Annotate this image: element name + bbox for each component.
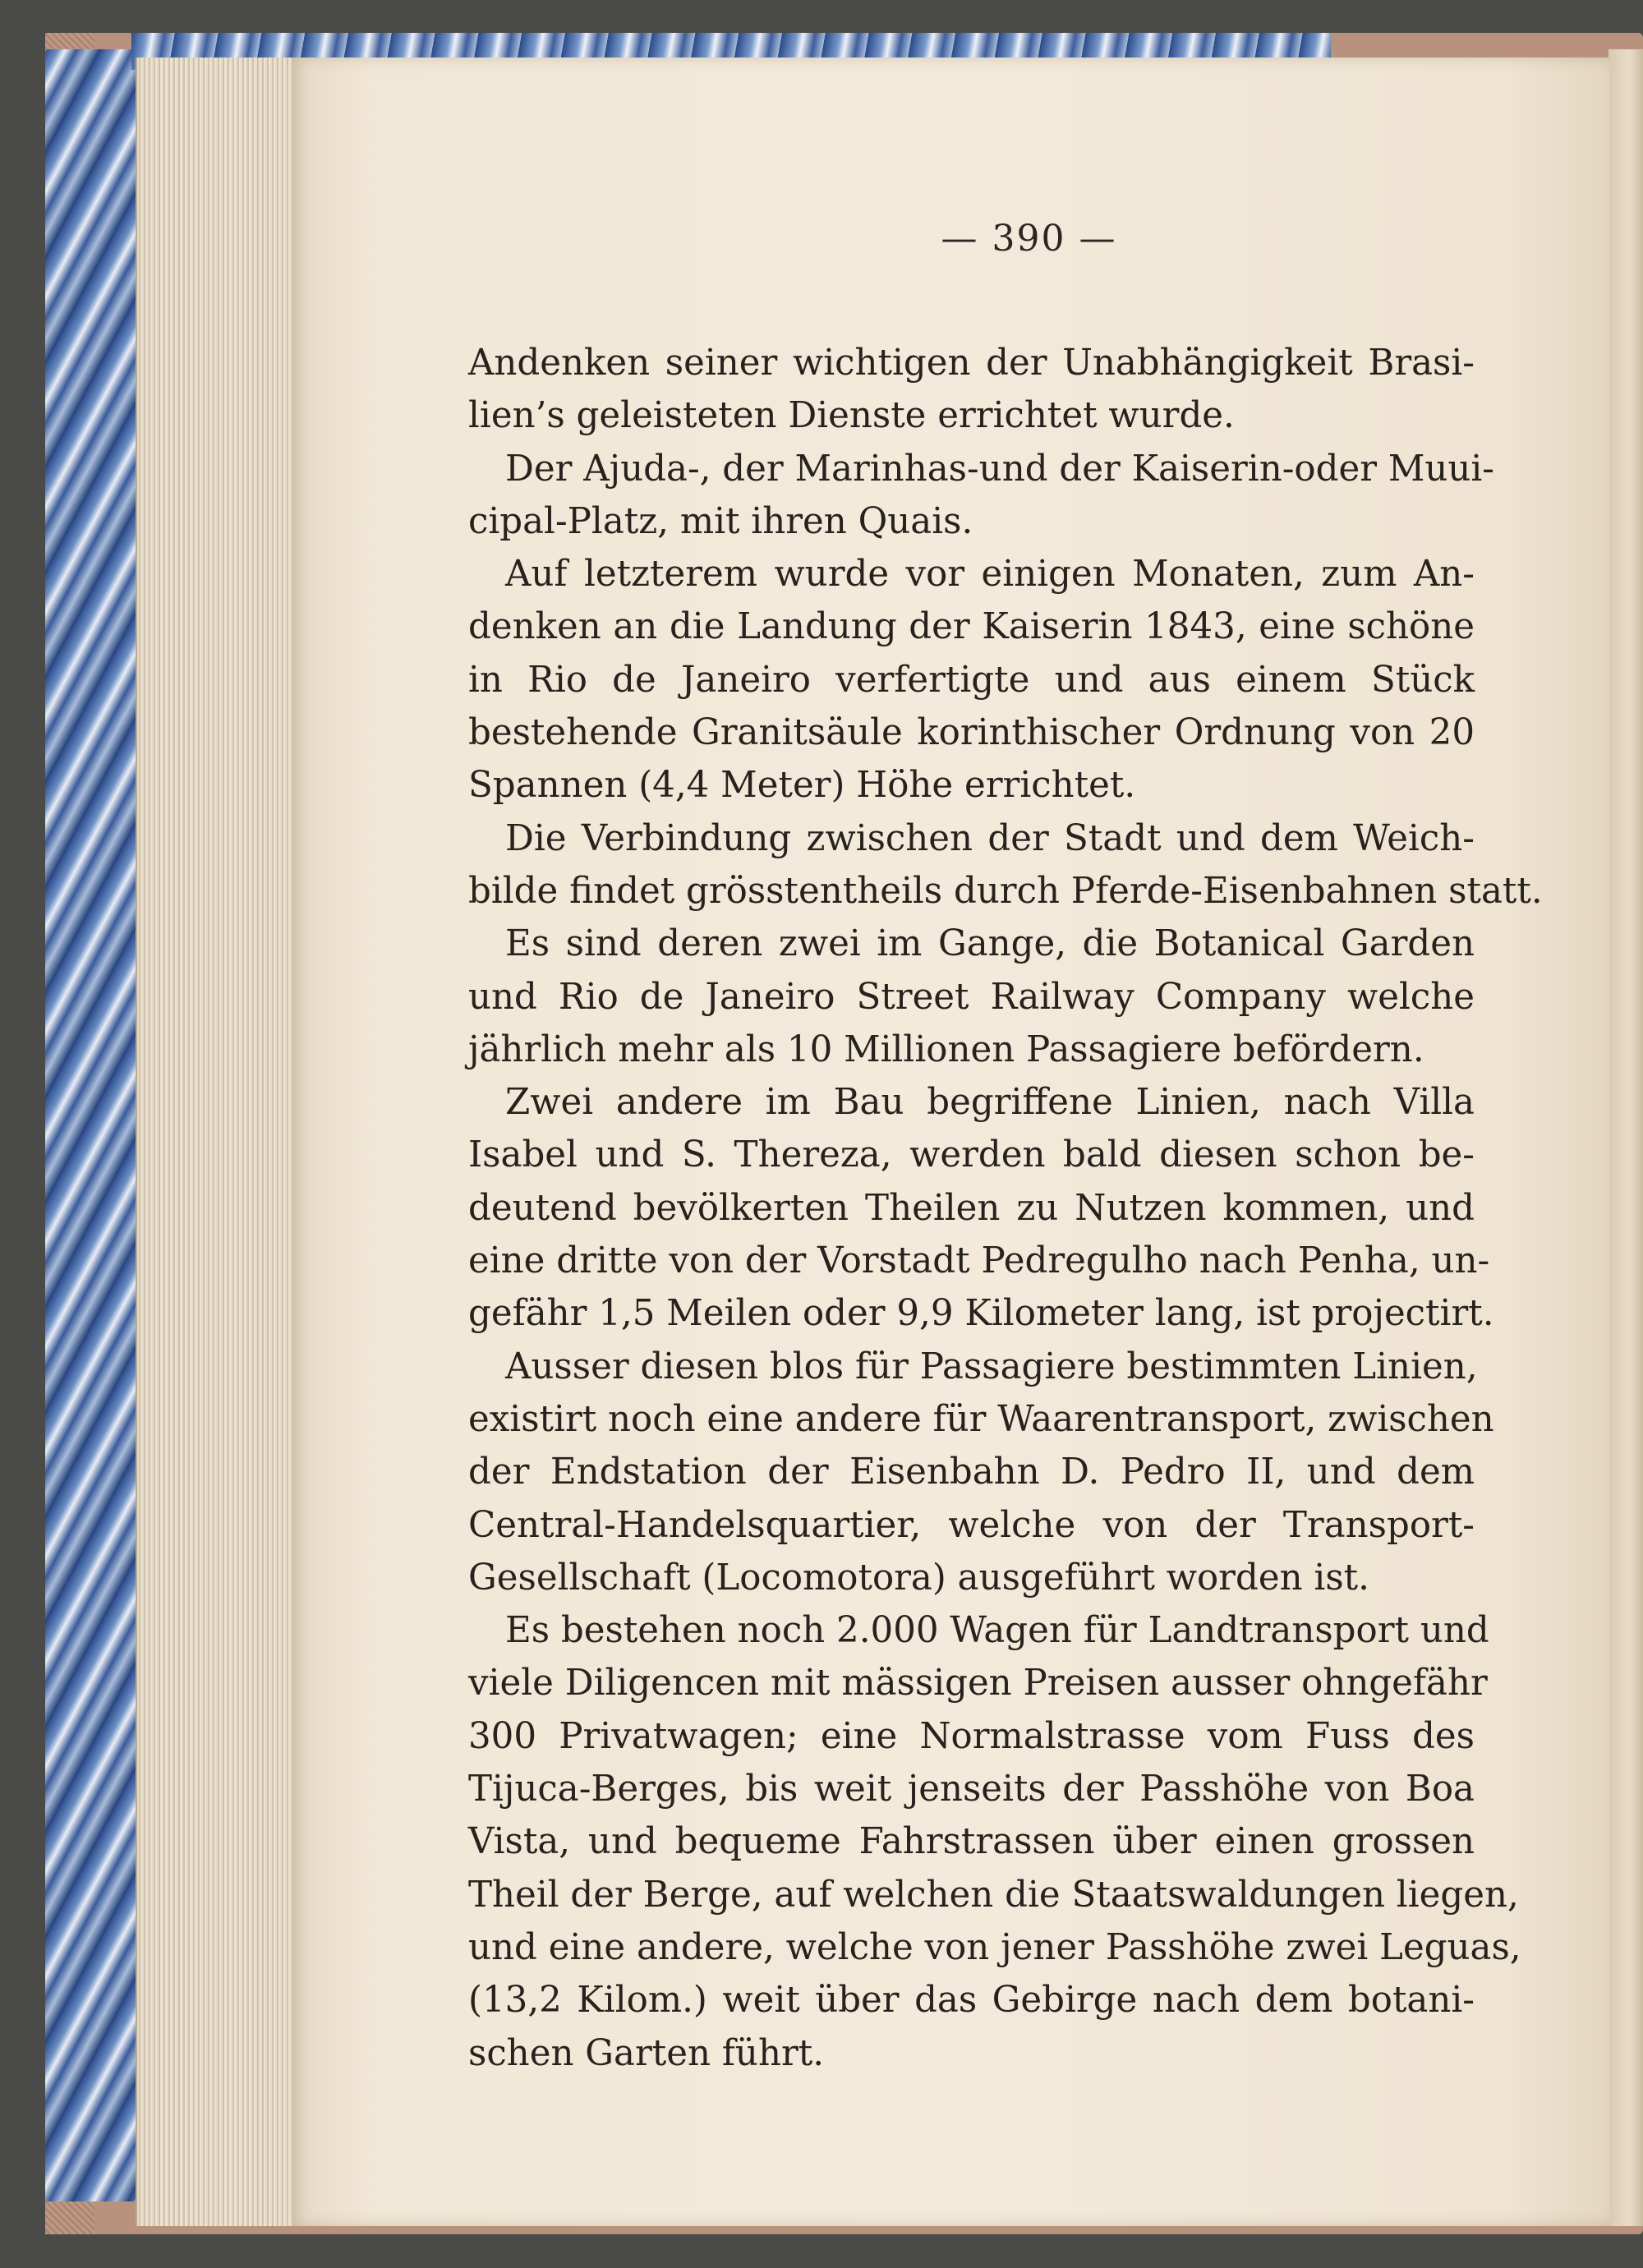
text-line: bilde findet grösstentheils durch Pferde-Eisenbahnen statt. [468,870,1543,912]
marbled-endpaper [45,49,136,2201]
text-line: Ausser diesen blos für Passagiere bestimmten Linien, [505,1346,1478,1387]
text-line: gefähr 1,5 Meilen oder 9,9 Kilometer lang, ist projectirt. [468,1293,1494,1335]
text-line: existirt noch eine andere für Waarentransport, zwischen [468,1398,1494,1440]
text-line: Die Verbindung zwischen der Stadt und dem Weich- [505,817,1475,859]
text-line: 300 Privatwagen; eine Normalstrasse vom Fuss des [468,1715,1475,1757]
text-line: der Endstation der Eisenbahn D. Pedro II, und dem [468,1451,1475,1493]
text-line: Es sind deren zwei im Gange, die Botanical Garden [505,923,1475,965]
text-line: jährlich mehr als 10 Millionen Passagiere befördern. [468,1028,1424,1070]
text-line: lien’s geleisteten Dienste errichtet wurde. [468,395,1235,437]
text-line: cipal-Platz, mit ihren Quais. [468,500,973,542]
text-line: und eine andere, welche von jener Passhöhe zwei Leguas, [468,1926,1521,1968]
text-line: Der Ajuda-, der Marinhas-und der Kaiserin-oder Muui- [505,448,1495,490]
text-line: Andenken seiner wichtigen der Unabhängigkeit Brasi- [468,343,1475,384]
text-line: bestehende Granitsäule korinthischer Ordnung von 20 [468,712,1475,754]
text-line: deutend bevölkerten Theilen zu Nutzen kommen, und [468,1187,1475,1229]
page-number: — 390 — [941,218,1117,260]
text-line: schen Garten führt. [468,2032,825,2074]
text-line: in Rio de Janeiro verfertigte und aus einem Stück [468,659,1475,701]
text-line: Tijuca-Berges, bis weit jenseits der Passhöhe von Boa [468,1769,1475,1810]
text-line: Vista, und bequeme Fahrstrassen über einen grossen [468,1821,1475,1863]
text-line: Central-Handelsquartier, welche von der Transport- [468,1504,1475,1546]
text-line: Es bestehen noch 2.000 Wagen für Landtransport und [505,1610,1489,1652]
text-line: denken an die Landung der Kaiserin 1843, eine schöne [468,606,1475,648]
text-line: Auf letzterem wurde vor einigen Monaten, zum An- [505,554,1475,596]
book-page [292,58,1610,2226]
facing-page-edge [1608,49,1643,2226]
page-block-edges [136,58,301,2226]
text-line: Theil der Berge, auf welchen die Staatswaldungen liegen, [468,1874,1519,1916]
text-line: und Rio de Janeiro Street Railway Company welche [468,976,1475,1018]
text-line: (13,2 Kilom.) weit über das Gebirge nach dem botani- [468,1980,1475,2022]
text-line: Zwei andere im Bau begriffene Linien, nach Villa [505,1082,1475,1124]
text-line: Isabel und S. Thereza, werden bald diesen schon be- [468,1134,1475,1176]
text-line: Spannen (4,4 Meter) Höhe errichtet. [468,765,1136,807]
body-text [468,337,1543,2080]
text-line: Gesellschaft (Locomotora) ausgeführt worden ist. [468,1557,1369,1599]
text-line: viele Diligencen mit mässigen Preisen ausser ohngefähr [468,1663,1488,1704]
text-line: eine dritte von der Vorstadt Pedregulho nach Penha, un- [468,1240,1490,1282]
